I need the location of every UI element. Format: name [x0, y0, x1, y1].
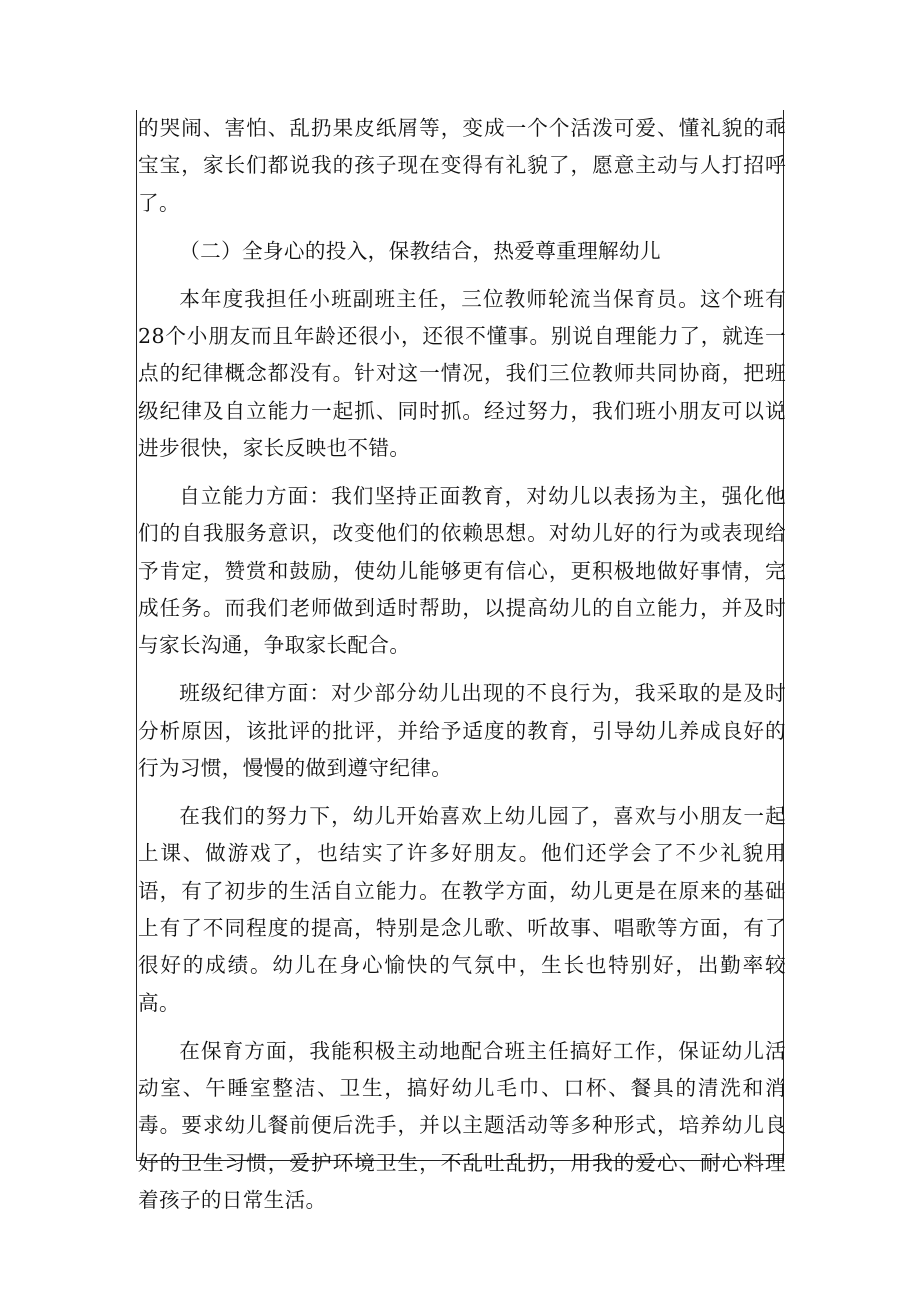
- paragraph: 在保育方面，我能积极主动地配合班主任搞好工作，保证幼儿活动室、午睡室整洁、卫生，搞好幼儿毛巾、口杯、餐具的清洗和消毒。要求幼儿餐前便后洗手，并以主题活动等多种形式，培养幼儿良好的卫生习惯，爱护环境卫生，不乱吐乱扔，用我的爱心、耐心料理着孩子的日常生活。: [138, 1038, 786, 1212]
- section-heading: （二）全身心的投入，保教结合，热爱尊重理解幼儿: [179, 238, 661, 263]
- paragraph: 本年度我担任小班副班主任，三位教师轮流当保育员。这个班有28个小朋友而且年龄还很小，还很不懂事。别说自理能力了，就连一点的纪律概念都没有。针对这一情况，我们三位教师共同协商，把班级纪律及自立能力一起抓、同时抓。经过努力，我们班小朋友可以说进步很快，家长反映也不错。: [138, 286, 786, 460]
- paragraph: 班级纪律方面：对少部分幼儿出现的不良行为，我采取的是及时分析原因，该批评的批评，并给予适度的教育，引导幼儿养成良好的行为习惯，慢慢的做到遵守纪律。: [138, 681, 786, 780]
- paragraph: 在我们的努力下，幼儿开始喜欢上幼儿园了，喜欢与小朋友一起上课、做游戏了，也结实了许多好朋友。他们还学会了不少礼貌用语，有了初步的生活自立能力。在教学方面，幼儿更是在原来的基础上有了不同程度的提高，特别是念儿歌、听故事、唱歌等方面，有了很好的成绩。幼儿在身心愉快的气氛中，生长也特别好，出勤率较高。: [138, 804, 786, 1015]
- paragraph-continued: 的哭闹、害怕、乱扔果皮纸屑等，变成一个个活泼可爱、懂礼貌的乖宝宝，家长们都说我的孩子现在变得有礼貌了，愿意主动与人打招呼了。: [138, 116, 786, 215]
- document-body: [138, 110, 786, 1230]
- paragraph: 自立能力方面：我们坚持正面教育，对幼儿以表扬为主，强化他们的自我服务意识，改变他们的依赖思想。对幼儿好的行为或表现给予肯定，赞赏和鼓励，使幼儿能够更有信心，更积极地做好事情，完成任务。而我们老师做到适时帮助，以提高幼儿的自立能力，并及时与家长沟通，争取家长配合。: [138, 484, 786, 658]
